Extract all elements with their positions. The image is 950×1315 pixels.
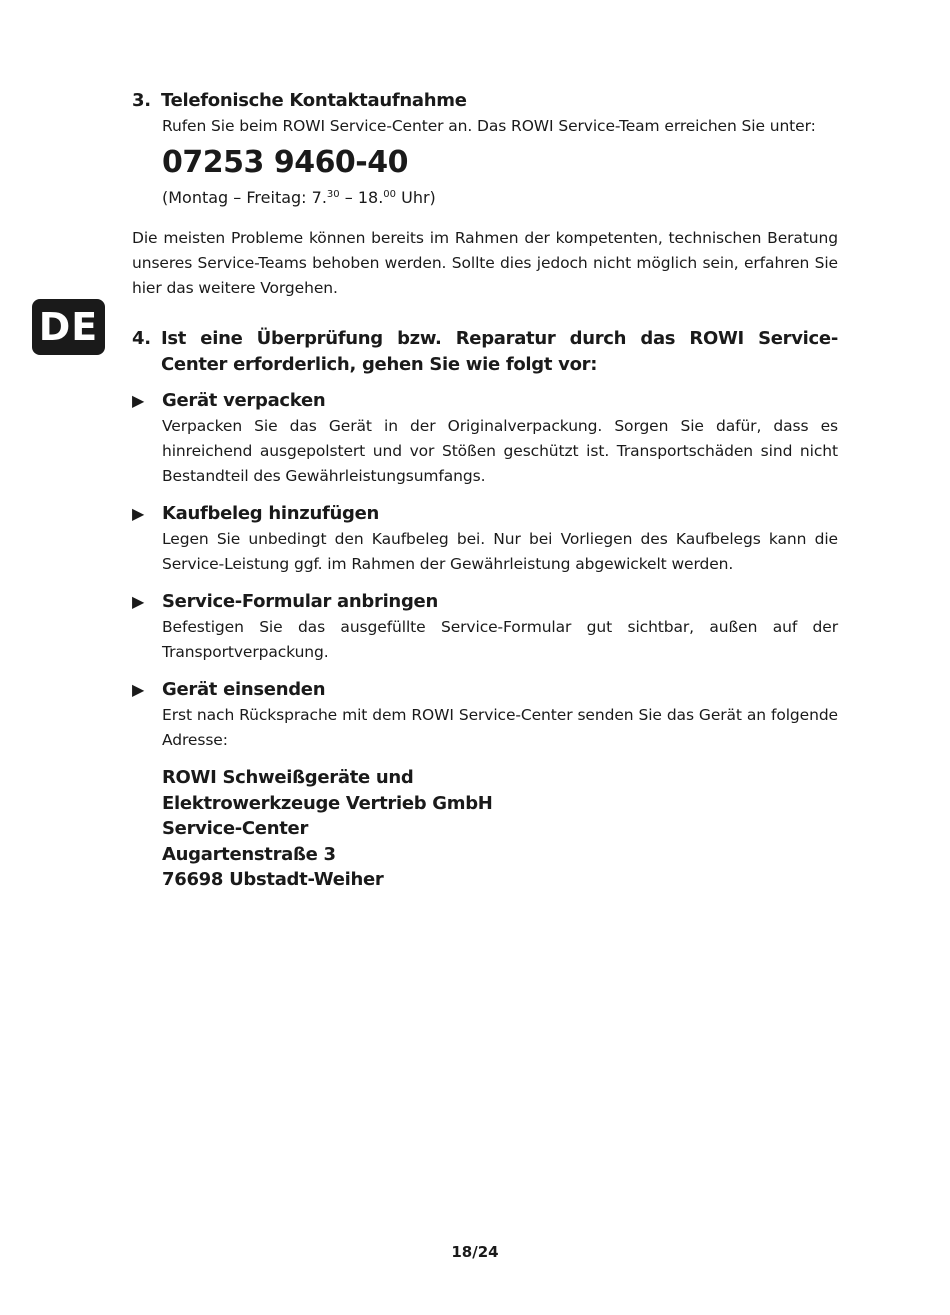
step-send [132,677,838,753]
section-4-title: Ist eine Überprüfung bzw. Reparatur durch das ROWI Service-Center erforderlich, gehen Sie wie folgt vor: [161,328,838,375]
step-text: Verpacken Sie das Gerät in der Originalverpackung. Sorgen Sie dafür, dass es hinreichend ausgepolstert und vor Stößen geschützt ist. Transportschäden sind nicht Bestandteil des Gewährleistungsumfangs. [162,417,838,485]
step-title: Gerät verpacken [162,390,326,411]
address-line: Service-Center [162,818,309,839]
step-text: Befestigen Sie das ausgefüllte Service-Formular gut sichtbar, außen auf der Transportverpackung. [162,618,838,661]
address-line: Elektrowerkzeuge Vertrieb GmbH [162,792,493,814]
step-title: Service-Formular anbringen [162,591,438,612]
section-3-title: Telefonische Kontaktaufnahme [161,90,467,111]
phone-number: 07253 9460-40 [162,145,409,180]
step-form [132,589,838,665]
step-packing [132,388,838,489]
step-text: Legen Sie unbedingt den Kaufbeleg bei. Nur bei Vorliegen des Kaufbelegs kann die Service-Leistung ggf. im Rahmen der Gewährleistung abgewickelt werden. [162,530,838,573]
section-3-number: 3. [132,90,151,111]
opening-hours: (Montag – Freitag: 7.30 – 18.00 Uhr) [162,188,436,207]
section-3-heading [132,88,838,114]
step-title: Gerät einsenden [162,679,326,700]
step-title: Kaufbeleg hinzufügen [162,503,380,524]
section-3-intro: Rufen Sie beim ROWI Service-Center an. Das ROWI Service-Team erreichen Sie unter: [162,117,816,135]
language-tab: DE [32,299,105,355]
step-text: Erst nach Rücksprache mit dem ROWI Service-Center senden Sie das Gerät an folgende Adresse: [162,706,838,749]
address-line: Augartenstraße 3 [162,843,336,865]
arrow-icon: ▶ [132,592,145,611]
page-number: 18/24 [451,1243,499,1261]
address-line: ROWI Schweißgeräte und [162,767,414,788]
arrow-icon: ▶ [132,680,145,699]
document-body [132,88,838,893]
section-4-heading [132,326,838,378]
step-receipt [132,501,838,577]
address-line: 76698 Ubstadt-Weiher [162,869,384,890]
arrow-icon: ▶ [132,391,145,410]
arrow-icon: ▶ [132,504,145,523]
service-address [162,765,838,893]
section-4-number: 4. [132,328,151,349]
section-3-paragraph: Die meisten Probleme können bereits im Rahmen der kompetenten, technischen Beratung unseres Service-Teams behoben werden. Sollte dies jedoch nicht möglich sein, erfahren Sie hier das weitere Vorgehen. [132,229,838,297]
